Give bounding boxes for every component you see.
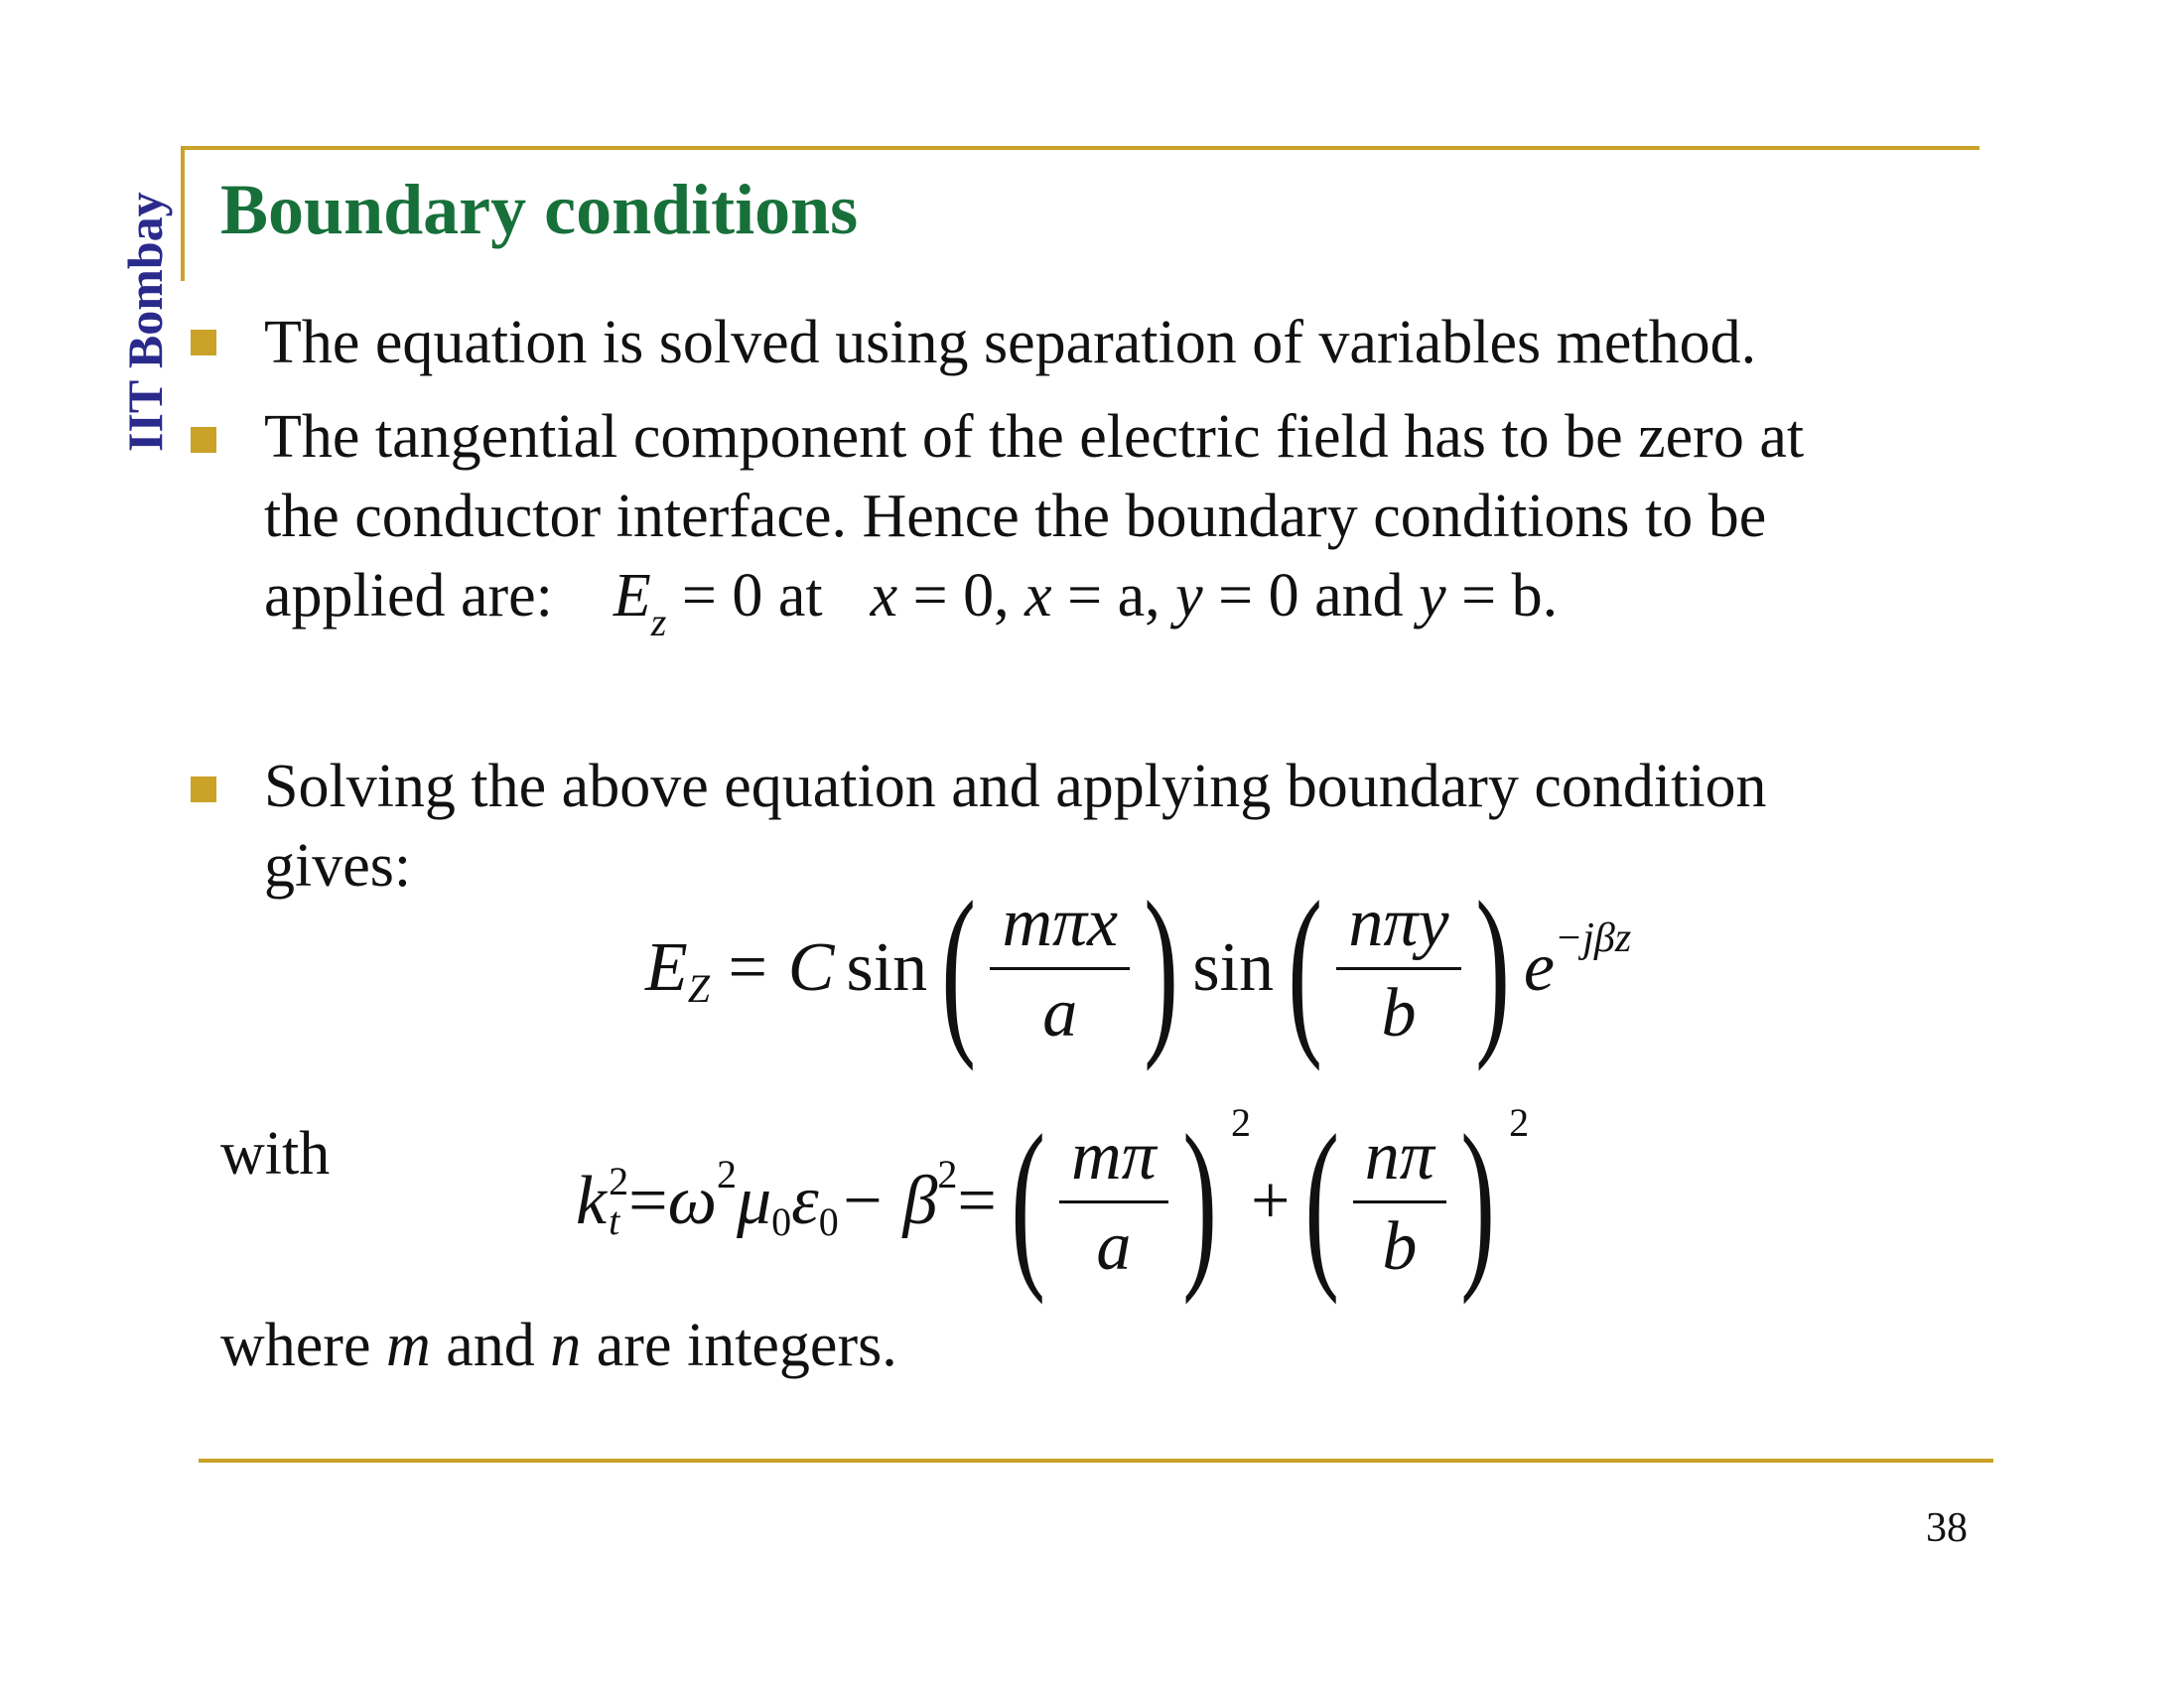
applied-are-text: applied are: xyxy=(264,562,553,630)
with-label: with xyxy=(220,1120,331,1188)
left-paren: ( xyxy=(1288,864,1323,1072)
bullet-marker xyxy=(191,330,216,355)
bullet-3-line-1: Solving the above equation and applying boundary condition xyxy=(264,753,1767,820)
eq2-mu-sub: 0 xyxy=(771,1198,792,1244)
cond-eq0-and: = 0 and xyxy=(1202,562,1420,630)
eq2-beta-sup: 2 xyxy=(937,1151,958,1196)
cond-eq0-at: = 0 at xyxy=(666,562,823,630)
eq1-denominator-2: b xyxy=(1381,974,1417,1052)
var-m: m xyxy=(385,1312,431,1379)
left-paren: ( xyxy=(1011,1097,1045,1306)
are-integers-text: are integers. xyxy=(581,1312,897,1379)
bullet-2-line-1: The tangential component of the electric field has to be zero at xyxy=(264,403,1805,471)
bullet-marker xyxy=(191,427,216,453)
eq2-k-sub: t xyxy=(609,1198,620,1243)
right-paren: ) xyxy=(1181,1097,1217,1306)
cond-eqa: = a, xyxy=(1051,562,1176,630)
eq2-omega: ω xyxy=(667,1163,717,1239)
eq1-sin-1: sin xyxy=(846,929,928,1006)
var-y: y xyxy=(1419,562,1446,630)
eq2-square-1: 2 xyxy=(1231,1099,1252,1145)
left-paren: ( xyxy=(941,864,977,1072)
left-paren: ( xyxy=(1303,1097,1339,1306)
var-x: x xyxy=(870,562,898,630)
eq2-denominator-2: b xyxy=(1382,1207,1418,1285)
eq2-numerator-1: mπ xyxy=(1059,1117,1168,1203)
cond-eqb: = b. xyxy=(1445,562,1559,630)
eq2-eps: ε xyxy=(791,1163,819,1239)
eq1-sub-Z: Z xyxy=(687,965,711,1011)
eq1-exponent: −jβz xyxy=(1554,915,1632,961)
bullet-1-text: The equation is solved using separation of variables method. xyxy=(264,309,1757,376)
eq2-fraction-2 xyxy=(1353,1117,1446,1287)
eq1-denominator-1: a xyxy=(1042,974,1078,1052)
bottom-rule xyxy=(199,1459,1993,1463)
eq1-eq-C: = C xyxy=(724,929,835,1006)
right-paren: ) xyxy=(1460,1097,1495,1306)
bullet-3-line-2: gives: xyxy=(264,832,412,900)
sub-z: z xyxy=(650,600,667,644)
eq2-plus: + xyxy=(1251,1163,1291,1239)
dispersion-equation xyxy=(576,1097,1530,1306)
eq2-fraction-1 xyxy=(1059,1117,1168,1287)
eq2-mu: μ xyxy=(737,1163,772,1239)
var-y: y xyxy=(1175,562,1203,630)
integers-note xyxy=(220,1306,897,1385)
bullet-marker xyxy=(191,776,216,802)
eq2-k-scripts xyxy=(609,1159,629,1243)
cond-eq0: = 0, xyxy=(897,562,1025,630)
top-rule-vertical xyxy=(181,146,185,281)
page-number: 38 xyxy=(1926,1505,1968,1551)
var-n: n xyxy=(550,1312,582,1379)
eq2-minus-beta: − β xyxy=(838,1163,938,1239)
eq2-numerator-2: nπ xyxy=(1353,1117,1446,1203)
eq1-numerator-1: mπx xyxy=(990,884,1130,970)
eq1-numerator-2: nπy xyxy=(1336,884,1460,970)
var-x: x xyxy=(1024,562,1052,630)
bullet-2-line-3 xyxy=(264,556,1558,642)
where-text: where xyxy=(220,1312,386,1379)
field-equation xyxy=(645,864,1632,1072)
eq2-omega-sup: 2 xyxy=(717,1151,737,1196)
var-E: E xyxy=(613,562,651,630)
institution-side-label: IIT Bombay xyxy=(117,192,173,452)
eq1-fraction-1 xyxy=(990,884,1130,1054)
eq2-equals: = xyxy=(628,1163,668,1239)
eq2-square-2: 2 xyxy=(1509,1099,1530,1145)
bullet-2-line-2: the conductor interface. Hence the boundary conditions to be xyxy=(264,483,1767,550)
eq1-exp-base: e xyxy=(1523,929,1555,1006)
right-paren: ) xyxy=(1474,864,1510,1072)
eq2-denominator-1: a xyxy=(1096,1207,1132,1285)
eq2-k: k xyxy=(576,1163,608,1239)
and-text: and xyxy=(430,1312,551,1379)
slide-title: Boundary conditions xyxy=(220,170,859,249)
top-rule xyxy=(181,146,1979,150)
eq1-E: E xyxy=(645,929,688,1006)
eq1-sin-2: sin xyxy=(1192,929,1275,1006)
eq1-fraction-2 xyxy=(1336,884,1460,1054)
eq2-equals-2: = xyxy=(957,1163,997,1239)
eq2-k-sup: 2 xyxy=(609,1159,629,1203)
right-paren: ) xyxy=(1144,864,1179,1072)
eq2-eps-sub: 0 xyxy=(818,1198,839,1244)
